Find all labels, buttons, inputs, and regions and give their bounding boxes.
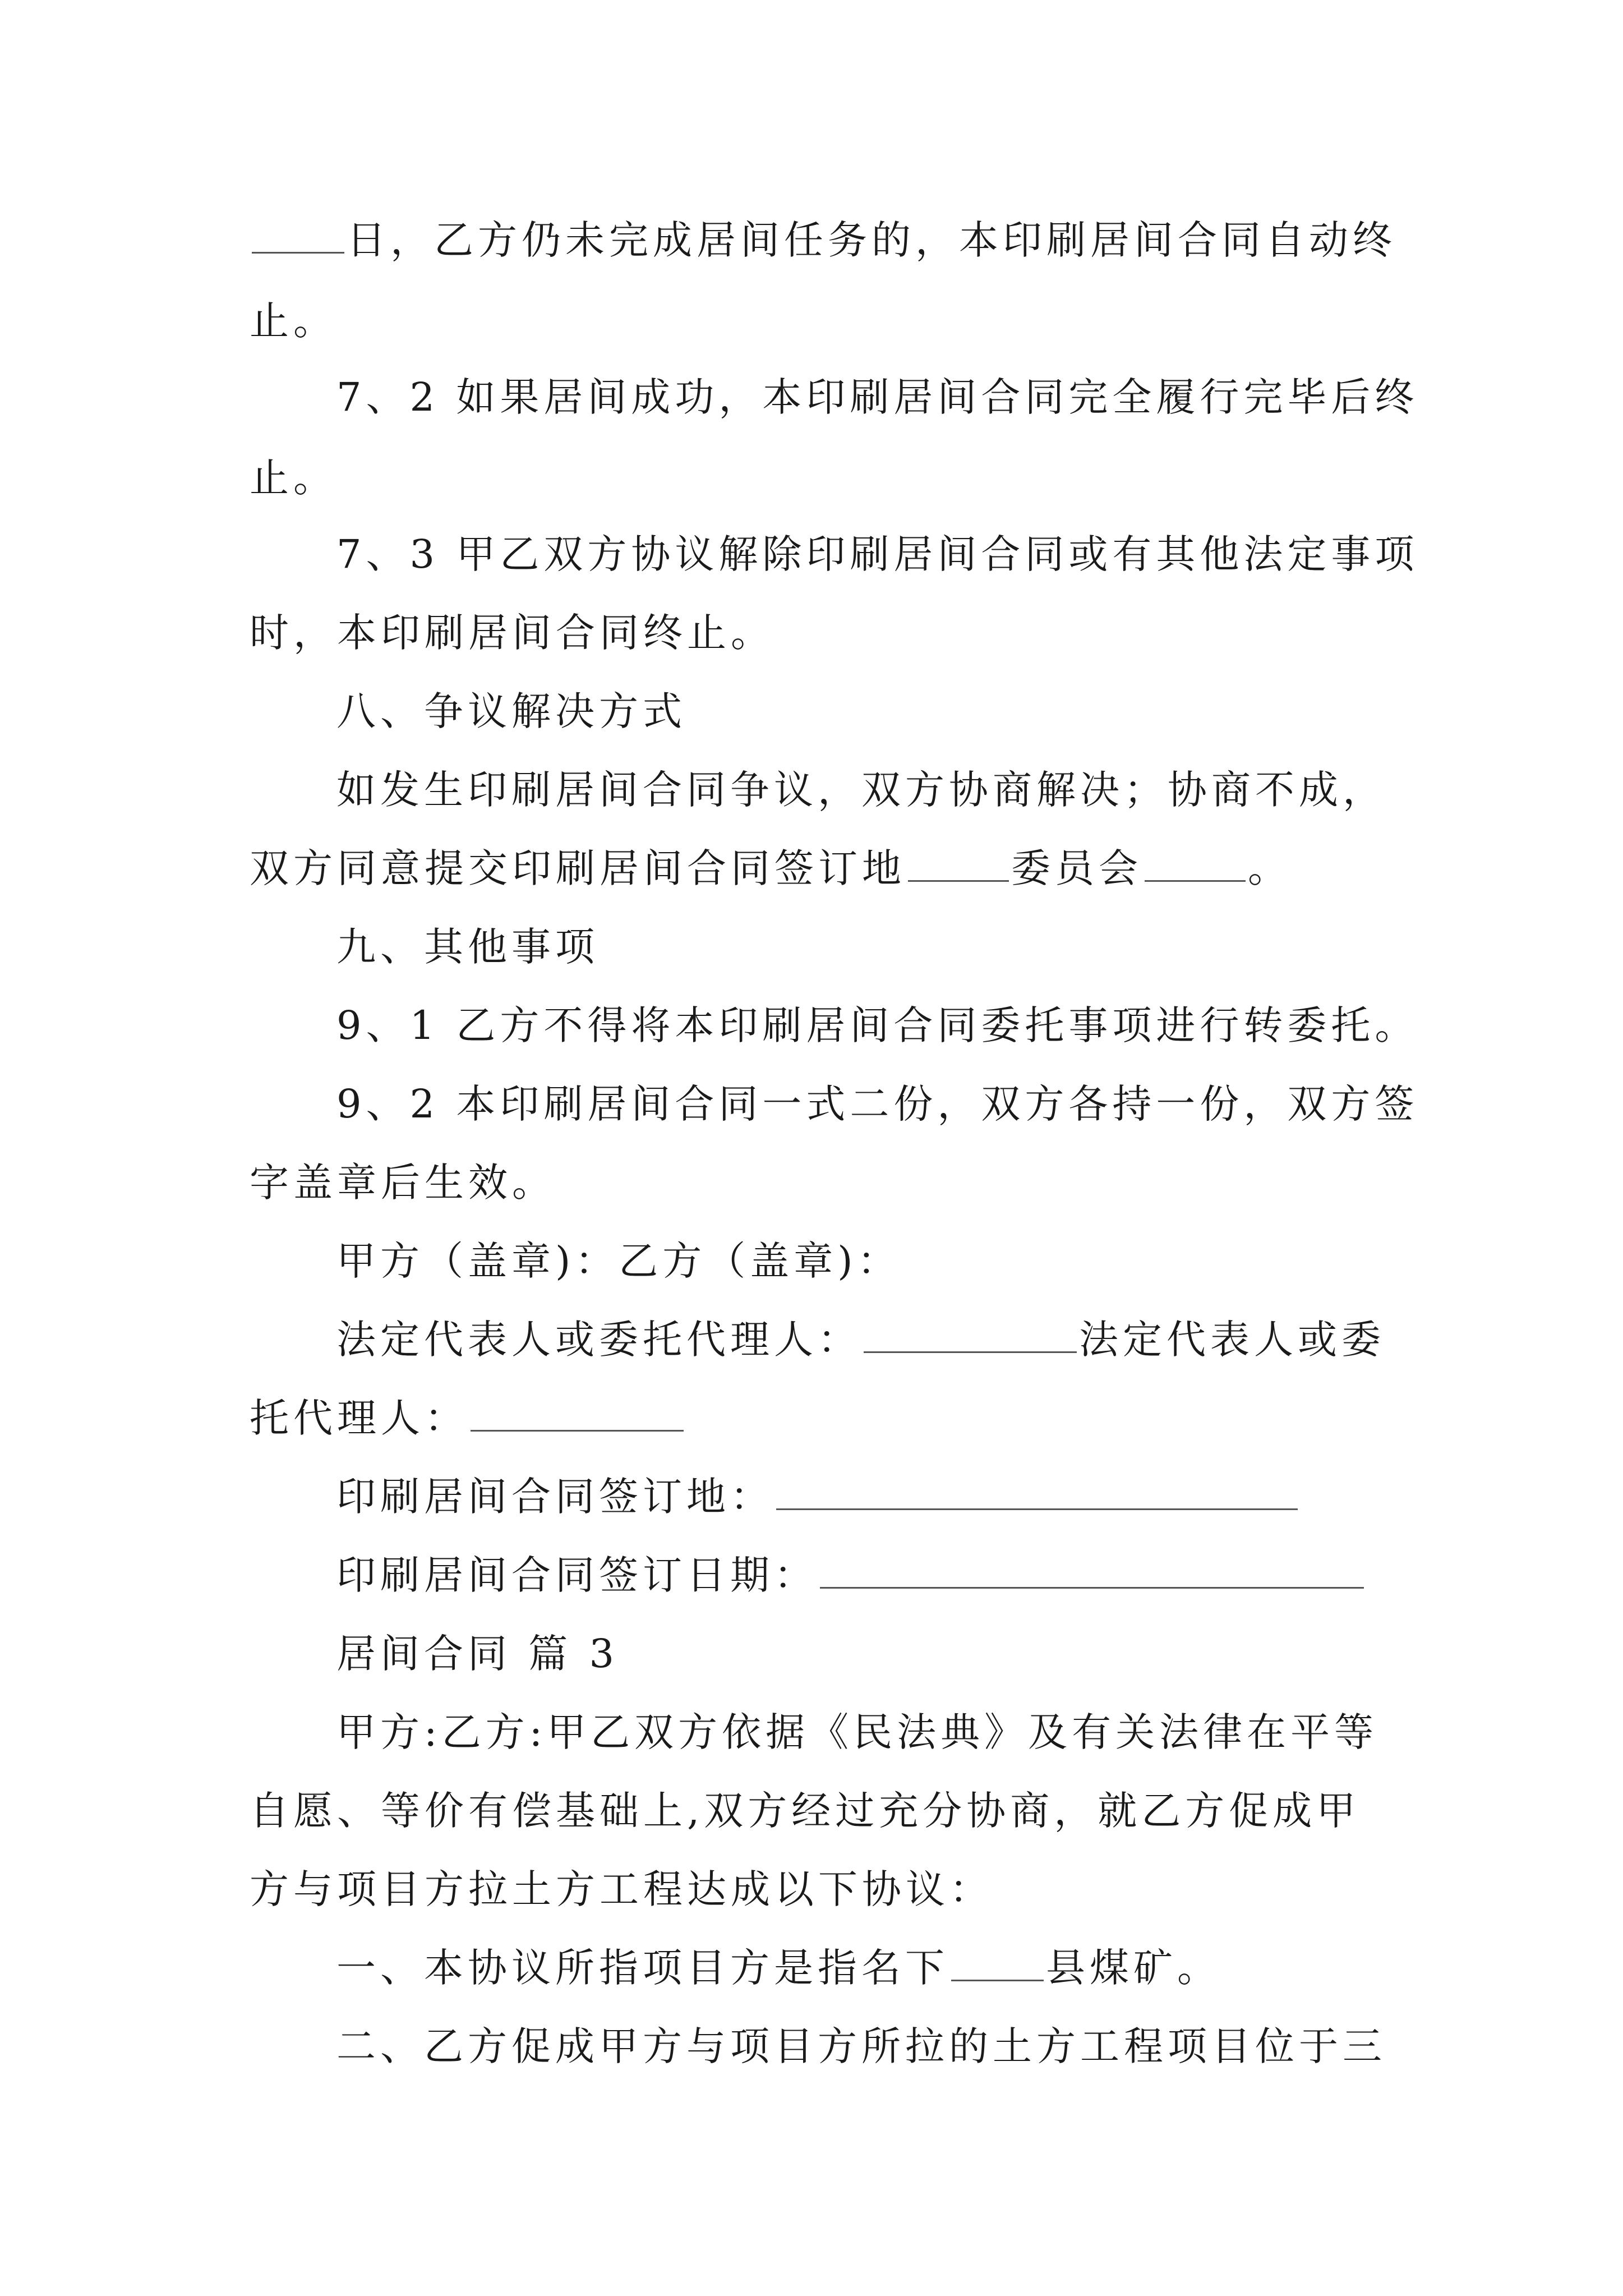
text-segment: 一、本协议所指项目方是指名下: [336, 1945, 949, 1991]
text-line: [336, 1312, 1385, 1368]
text-segment: 印刷居间合同签订日期：: [336, 1552, 818, 1598]
text-line: [336, 1940, 1382, 1996]
fill-blank: [864, 1317, 1077, 1353]
text-segment: 双方同意提交印刷居间合同签订地: [250, 845, 906, 891]
text-line: 9、1 乙方不得将本印刷居间合同委托事项进行转委托。: [336, 1002, 1419, 1048]
fill-blank: [820, 1552, 1364, 1589]
fill-blank: [1145, 845, 1246, 882]
signature-line: 甲方（盖章)：乙方（盖章)：: [336, 1238, 901, 1284]
text-line: [336, 1547, 1382, 1603]
text-line: [250, 840, 1382, 896]
text-segment: 法定代表人或委: [1079, 1317, 1385, 1363]
text-line: 自愿、等价有偿基础上,双方经过充分协商，就乙方促成甲: [250, 1788, 1361, 1834]
text-line: [250, 1390, 1382, 1446]
section-heading: 八、争议解决方式: [336, 688, 686, 734]
text-line: 止。: [250, 298, 337, 344]
text-line: 二、乙方促成甲方与项目方所拉的土方工程项目位于三: [336, 2023, 1386, 2069]
text-line: 甲方:乙方:甲乙双方依据《民法典》及有关法律在平等: [336, 1709, 1378, 1755]
text-line: 字盖章后生效。: [250, 1159, 556, 1205]
text-line: 如发生印刷居间合同争议，双方协商解决；协商不成，: [336, 767, 1386, 813]
fill-blank: [951, 1945, 1044, 1981]
text-line: 止。: [250, 455, 337, 501]
text-segment: 县煤矿。: [1046, 1945, 1221, 1991]
section-heading: 九、其他事项: [336, 924, 599, 970]
text-line: 时，本印刷居间合同终止。: [250, 610, 774, 656]
text-segment: 委员会: [1011, 845, 1142, 891]
text-line: 7、3 甲乙双方协议解除印刷居间合同或有其他法定事项: [336, 531, 1419, 577]
section-heading: 居间合同 篇 3: [336, 1631, 619, 1677]
fill-blank: [776, 1474, 1298, 1510]
fill-blank: [252, 217, 344, 254]
fill-blank: [908, 845, 1009, 882]
text-segment: 日，乙方仍未完成居间任务的，本印刷居间合同自动终: [347, 217, 1396, 263]
text-line: [250, 212, 1396, 268]
fill-blank: [471, 1395, 684, 1432]
text-segment: 法定代表人或委托代理人：: [336, 1317, 861, 1363]
text-line: 方与项目方拉土方工程达成以下协议：: [250, 1866, 993, 1912]
text-line: [336, 1469, 1382, 1525]
text-line: 9、2 本印刷居间合同一式二份，双方各持一份，双方签: [336, 1081, 1419, 1127]
text-segment: 。: [1248, 845, 1292, 891]
text-line: 7、2 如果居间成功，本印刷居间合同完全履行完毕后终: [336, 374, 1419, 420]
text-segment: 印刷居间合同签订地：: [336, 1474, 774, 1520]
text-segment: 托代理人：: [250, 1395, 468, 1441]
